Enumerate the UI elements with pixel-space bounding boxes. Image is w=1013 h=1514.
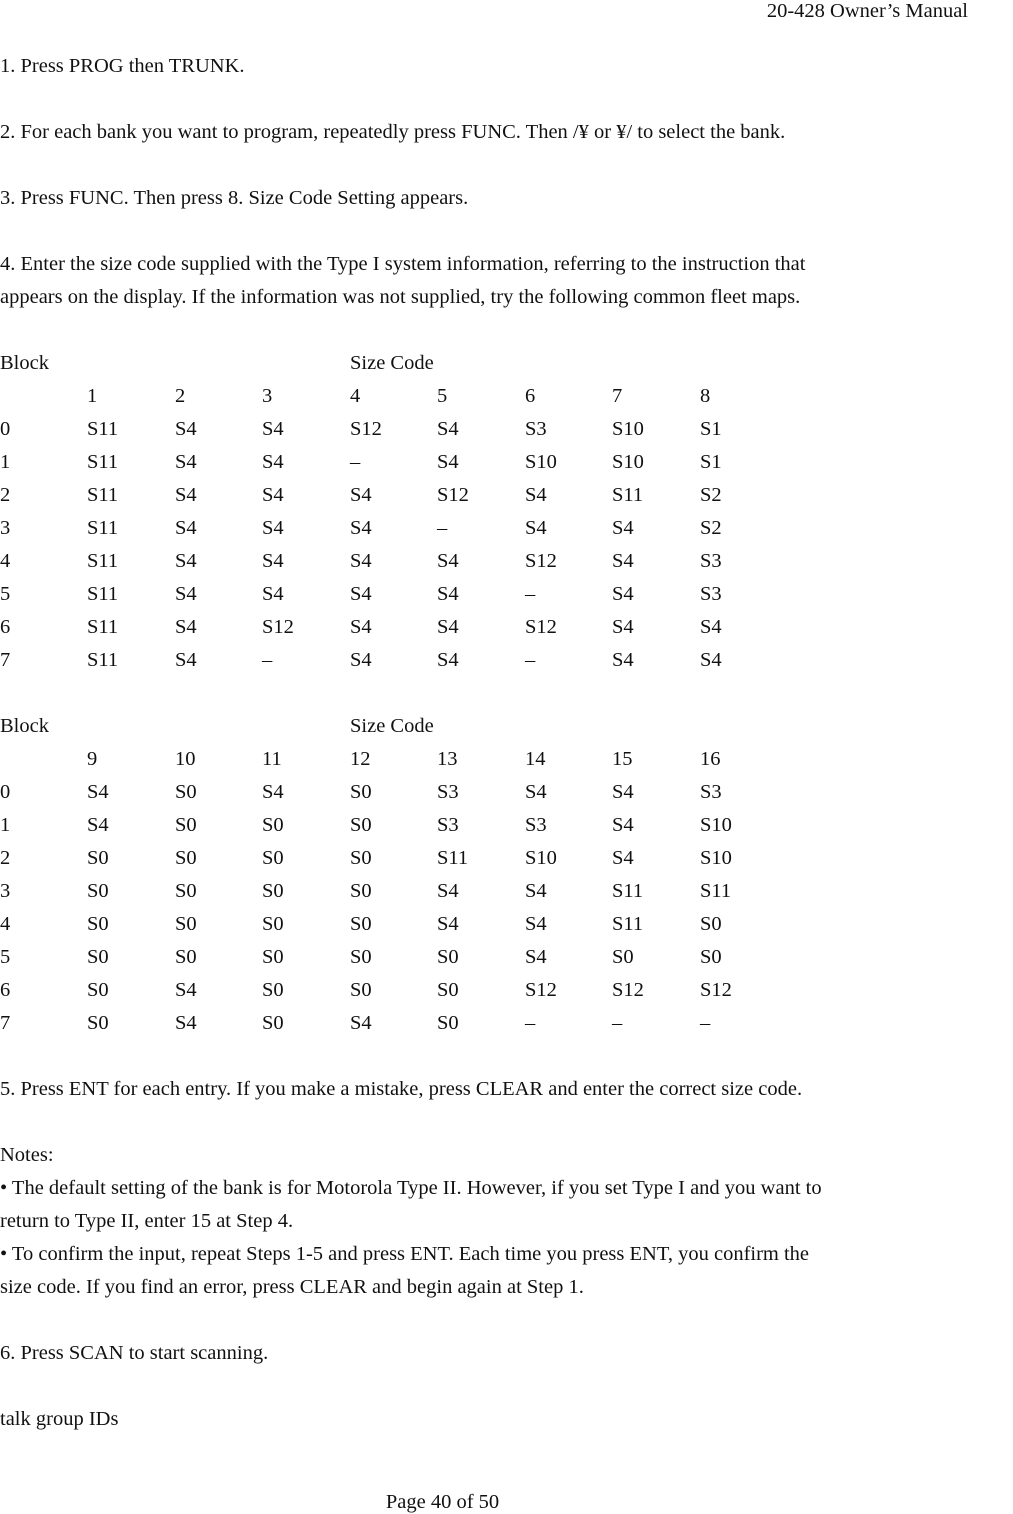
notes-label: Notes: [0, 1144, 54, 1166]
size-code-cell: S11 [87, 550, 119, 572]
page-number: Page 40 of 50 [385, 1491, 500, 1513]
size-code-cell: S4 [612, 616, 634, 638]
size-code-cell: S0 [437, 946, 459, 968]
size-code-cell: S3 [437, 781, 459, 803]
size-code-cell: S11 [437, 847, 469, 869]
size-code-cell: S4 [525, 880, 547, 902]
size-code-cell: S4 [700, 616, 722, 638]
size-code-cell: S11 [87, 649, 119, 671]
size-code-cell: S4 [262, 583, 284, 605]
size-code-cell: S3 [700, 781, 722, 803]
block-number: 2 [0, 484, 11, 506]
column-header-row [0, 380, 1013, 413]
column-header: 14 [525, 748, 546, 770]
size-code-cell: S2 [700, 517, 722, 539]
step-3: 3. Press FUNC. Then press 8. Size Code Setting appears. [0, 187, 469, 209]
size-code-cell: S0 [87, 979, 109, 1001]
size-code-cell: S0 [350, 847, 372, 869]
column-header: 1 [87, 385, 98, 407]
column-header: 8 [700, 385, 711, 407]
page-footer [0, 1491, 1013, 1513]
size-code-cell: S12 [525, 550, 557, 572]
size-code-cell: S11 [87, 616, 119, 638]
size-code-cell: S4 [437, 913, 459, 935]
size-code-cell: S4 [612, 517, 634, 539]
size-code-cell: S11 [87, 517, 119, 539]
size-code-cell: S4 [525, 946, 547, 968]
size-code-cell: S0 [175, 880, 197, 902]
size-code-cell: S1 [700, 418, 722, 440]
column-header-row [0, 743, 1013, 776]
size-code-cell: S0 [87, 847, 109, 869]
column-header: 16 [700, 748, 721, 770]
size-code-cell: S11 [87, 451, 119, 473]
table-row [0, 809, 1013, 842]
table-row [0, 908, 1013, 941]
size-code-cell: S4 [437, 451, 459, 473]
size-code-cell: S4 [525, 913, 547, 935]
size-code-cell: S4 [350, 616, 372, 638]
size-code-cell: S0 [350, 781, 372, 803]
size-code-cell: S0 [700, 913, 722, 935]
size-code-cell: S0 [262, 847, 284, 869]
column-header: 2 [175, 385, 186, 407]
size-code-cell: S4 [350, 1012, 372, 1034]
size-code-cell: S4 [175, 484, 197, 506]
size-code-cell: – [437, 517, 448, 539]
column-header: 9 [87, 748, 98, 770]
size-code-cell: S0 [262, 814, 284, 836]
size-code-cell: S4 [437, 583, 459, 605]
size-code-cell: S4 [350, 583, 372, 605]
size-code-cell: S3 [700, 550, 722, 572]
size-code-cell: S0 [437, 1012, 459, 1034]
size-code-cell: S4 [612, 550, 634, 572]
size-code-cell: S0 [87, 913, 109, 935]
size-code-cell: S0 [262, 1012, 284, 1034]
size-code-cell: S4 [175, 979, 197, 1001]
size-code-cell: S3 [437, 814, 459, 836]
size-code-cell: S11 [612, 880, 644, 902]
size-code-table-1 [0, 347, 1013, 677]
block-number: 0 [0, 418, 11, 440]
size-code-cell: S12 [525, 616, 557, 638]
column-header: 12 [350, 748, 371, 770]
table-row [0, 446, 1013, 479]
size-code-cell: S4 [350, 517, 372, 539]
size-code-cell: S4 [525, 781, 547, 803]
column-header: 15 [612, 748, 633, 770]
size-code-cell: S0 [87, 880, 109, 902]
step-4-line-2: appears on the display. If the information was not supplied, try the following common fleet maps. [0, 286, 801, 308]
note-2-line-2: size code. If you find an error, press CLEAR and begin again at Step 1. [0, 1276, 584, 1298]
size-code-cell: S0 [87, 946, 109, 968]
size-code-cell: S4 [437, 649, 459, 671]
column-header: 13 [437, 748, 458, 770]
column-header: 4 [350, 385, 361, 407]
table-row [0, 974, 1013, 1007]
column-header: 7 [612, 385, 623, 407]
note-1-line-1: • The default setting of the bank is for Motorola Type II. However, if you set Type I and you want to [0, 1177, 822, 1199]
size-code-cell: S4 [437, 880, 459, 902]
size-code-cell: – [262, 649, 273, 671]
size-code-cell: S0 [175, 913, 197, 935]
size-code-cell: S4 [262, 781, 284, 803]
size-code-cell: S4 [262, 517, 284, 539]
size-code-cell: S12 [612, 979, 644, 1001]
step-4-line-1: 4. Enter the size code supplied with the Type I system information, referring to the instruction that [0, 253, 806, 275]
size-code-cell: S4 [175, 451, 197, 473]
size-code-cell: S4 [612, 814, 634, 836]
column-header: 3 [262, 385, 273, 407]
size-code-cell: S2 [700, 484, 722, 506]
size-code-cell: S3 [525, 814, 547, 836]
size-code-cell: – [525, 649, 536, 671]
size-code-cell: S0 [175, 946, 197, 968]
size-code-cell: S0 [350, 880, 372, 902]
table-row [0, 644, 1013, 677]
size-code-cell: S4 [175, 517, 197, 539]
size-code-cell: S3 [700, 583, 722, 605]
block-number: 1 [0, 814, 11, 836]
table-title-row [0, 710, 1013, 743]
size-code-cell: S0 [175, 814, 197, 836]
size-code-cell: – [525, 1012, 536, 1034]
size-code-cell: S0 [175, 781, 197, 803]
size-code-cell: S0 [350, 913, 372, 935]
size-code-cell: S10 [612, 418, 644, 440]
trailing-text: talk group IDs [0, 1408, 119, 1430]
block-number: 5 [0, 583, 11, 605]
size-code-cell: S10 [700, 847, 732, 869]
block-label: Block [0, 715, 49, 737]
size-code-cell: S4 [525, 484, 547, 506]
size-code-cell: S4 [525, 517, 547, 539]
size-code-cell: – [525, 583, 536, 605]
size-code-cell: S4 [87, 814, 109, 836]
table-row [0, 611, 1013, 644]
block-label: Block [0, 352, 49, 374]
block-number: 6 [0, 979, 11, 1001]
size-code-cell: S0 [262, 979, 284, 1001]
size-code-cell: S12 [437, 484, 469, 506]
column-header: 5 [437, 385, 448, 407]
size-code-cell: S4 [175, 550, 197, 572]
block-number: 3 [0, 517, 11, 539]
page-content [0, 50, 1013, 1436]
size-code-label: Size Code [350, 715, 434, 737]
block-number: 6 [0, 616, 11, 638]
size-code-table-2 [0, 710, 1013, 1040]
size-code-cell: S4 [612, 583, 634, 605]
column-header: 10 [175, 748, 196, 770]
block-number: 1 [0, 451, 11, 473]
size-code-cell: S12 [350, 418, 382, 440]
step-6: 6. Press SCAN to start scanning. [0, 1342, 269, 1364]
table-title-row [0, 347, 1013, 380]
size-code-cell: S0 [87, 1012, 109, 1034]
block-number: 0 [0, 781, 11, 803]
size-code-cell: S4 [437, 550, 459, 572]
size-code-cell: – [612, 1012, 623, 1034]
table-row [0, 512, 1013, 545]
size-code-cell: S4 [350, 484, 372, 506]
size-code-cell: S11 [87, 583, 119, 605]
size-code-cell: S4 [262, 451, 284, 473]
size-code-cell: S4 [175, 649, 197, 671]
block-number: 7 [0, 1012, 11, 1034]
note-1-line-2: return to Type II, enter 15 at Step 4. [0, 1210, 294, 1232]
size-code-cell: S4 [437, 418, 459, 440]
size-code-cell: S12 [262, 616, 294, 638]
size-code-cell: S10 [700, 814, 732, 836]
size-code-cell: S4 [175, 1012, 197, 1034]
table-row [0, 1007, 1013, 1040]
block-number: 7 [0, 649, 11, 671]
size-code-cell: S12 [700, 979, 732, 1001]
table-row [0, 842, 1013, 875]
size-code-cell: – [350, 451, 361, 473]
table-row [0, 479, 1013, 512]
size-code-cell: S4 [175, 583, 197, 605]
size-code-cell: S10 [525, 847, 557, 869]
note-2-line-1: • To confirm the input, repeat Steps 1-5 and press ENT. Each time you press ENT, you confirm the [0, 1243, 810, 1265]
size-code-cell: S11 [700, 880, 732, 902]
size-code-cell: S0 [350, 814, 372, 836]
size-code-cell: S4 [612, 649, 634, 671]
block-number: 5 [0, 946, 11, 968]
size-code-cell: S3 [525, 418, 547, 440]
size-code-cell: S0 [700, 946, 722, 968]
size-code-cell: S4 [612, 781, 634, 803]
size-code-cell: S4 [175, 616, 197, 638]
size-code-cell: S4 [262, 418, 284, 440]
block-number: 4 [0, 550, 11, 572]
size-code-cell: S4 [87, 781, 109, 803]
size-code-cell: S11 [87, 418, 119, 440]
size-code-cell: S0 [262, 880, 284, 902]
size-code-cell: S4 [700, 649, 722, 671]
size-code-cell: S0 [350, 979, 372, 1001]
size-code-cell: S12 [525, 979, 557, 1001]
size-code-cell: S1 [700, 451, 722, 473]
size-code-cell: S4 [350, 550, 372, 572]
size-code-cell: S4 [350, 649, 372, 671]
table-row [0, 941, 1013, 974]
size-code-cell: S4 [612, 847, 634, 869]
size-code-cell: S0 [175, 847, 197, 869]
size-code-cell: – [700, 1012, 711, 1034]
size-code-cell: S10 [612, 451, 644, 473]
size-code-cell: S0 [262, 913, 284, 935]
size-code-label: Size Code [350, 352, 434, 374]
table-row [0, 413, 1013, 446]
step-2: 2. For each bank you want to program, repeatedly press FUNC. Then /¥ or ¥/ to select the bank. [0, 121, 786, 143]
size-code-cell: S4 [262, 550, 284, 572]
table-row [0, 545, 1013, 578]
size-code-cell: S4 [437, 616, 459, 638]
table-row [0, 578, 1013, 611]
size-code-cell: S10 [525, 451, 557, 473]
size-code-cell: S11 [87, 484, 119, 506]
block-number: 2 [0, 847, 11, 869]
size-code-cell: S0 [262, 946, 284, 968]
size-code-cell: S4 [262, 484, 284, 506]
block-number: 3 [0, 880, 11, 902]
table-row [0, 875, 1013, 908]
size-code-cell: S0 [350, 946, 372, 968]
size-code-cell: S0 [612, 946, 634, 968]
step-1: 1. Press PROG then TRUNK. [0, 55, 245, 77]
size-code-cell: S4 [175, 418, 197, 440]
step-5: 5. Press ENT for each entry. If you make a mistake, press CLEAR and enter the correct size code. [0, 1078, 803, 1100]
table-row [0, 776, 1013, 809]
column-header: 11 [262, 748, 282, 770]
size-code-cell: S0 [437, 979, 459, 1001]
block-number: 4 [0, 913, 11, 935]
column-header: 6 [525, 385, 536, 407]
size-code-cell: S11 [612, 484, 644, 506]
size-code-cell: S11 [612, 913, 644, 935]
manual-header-title: 20-428 Owner’s Manual [766, 0, 968, 22]
